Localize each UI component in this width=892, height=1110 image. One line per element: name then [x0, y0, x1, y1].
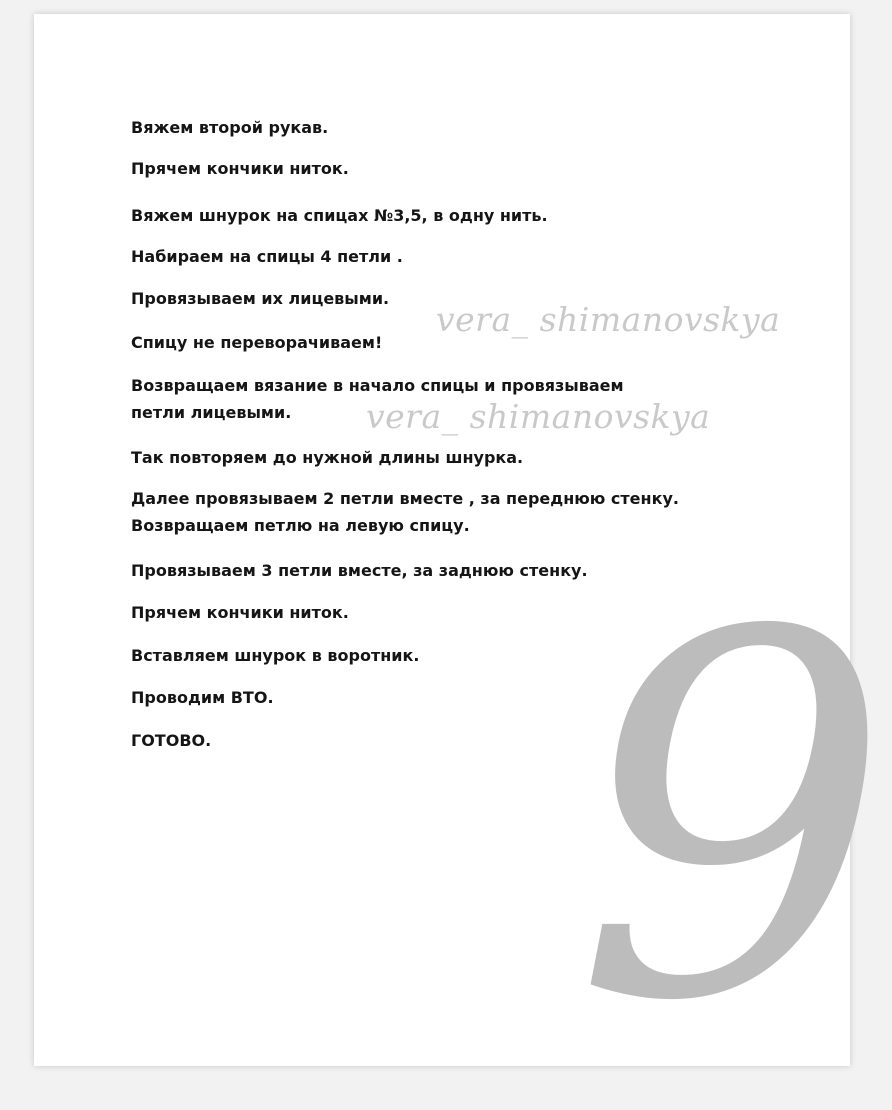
- instruction-line: Вставляем шнурок в воротник.: [131, 646, 420, 665]
- instruction-line: Проводим ВТО.: [131, 688, 274, 707]
- instruction-line: Набираем на спицы 4 петли .: [131, 247, 403, 266]
- instruction-line: Провязываем их лицевыми.: [131, 289, 390, 308]
- watermark-text: vera_ shimanovskya: [366, 397, 711, 436]
- instruction-line: Вяжем второй рукав.: [131, 118, 329, 137]
- page-number: 9: [574, 528, 892, 1110]
- instruction-line: ГОТОВО.: [131, 731, 212, 750]
- instruction-line: Возвращаем вязание в начало спицы и провязываем: [131, 376, 624, 395]
- instruction-line: петли лицевыми.: [131, 403, 292, 422]
- instruction-line: Вяжем шнурок на спицах №3,5, в одну нить.: [131, 206, 548, 225]
- instruction-line: Спицу не переворачиваем!: [131, 333, 383, 352]
- instruction-line: Провязываем 3 петли вместе, за заднюю стенку.: [131, 561, 588, 580]
- document-page: [34, 14, 892, 1110]
- instruction-line: Так повторяем до нужной длины шнурка.: [131, 448, 524, 467]
- instruction-line: Далее провязываем 2 петли вместе , за переднюю стенку.: [131, 489, 679, 508]
- instruction-line: Возвращаем петлю на левую спицу.: [131, 516, 470, 535]
- instruction-line: Прячем кончики ниток.: [131, 603, 349, 622]
- watermark-text: vera_ shimanovskya: [436, 300, 781, 339]
- instruction-line: Прячем кончики ниток.: [131, 159, 349, 178]
